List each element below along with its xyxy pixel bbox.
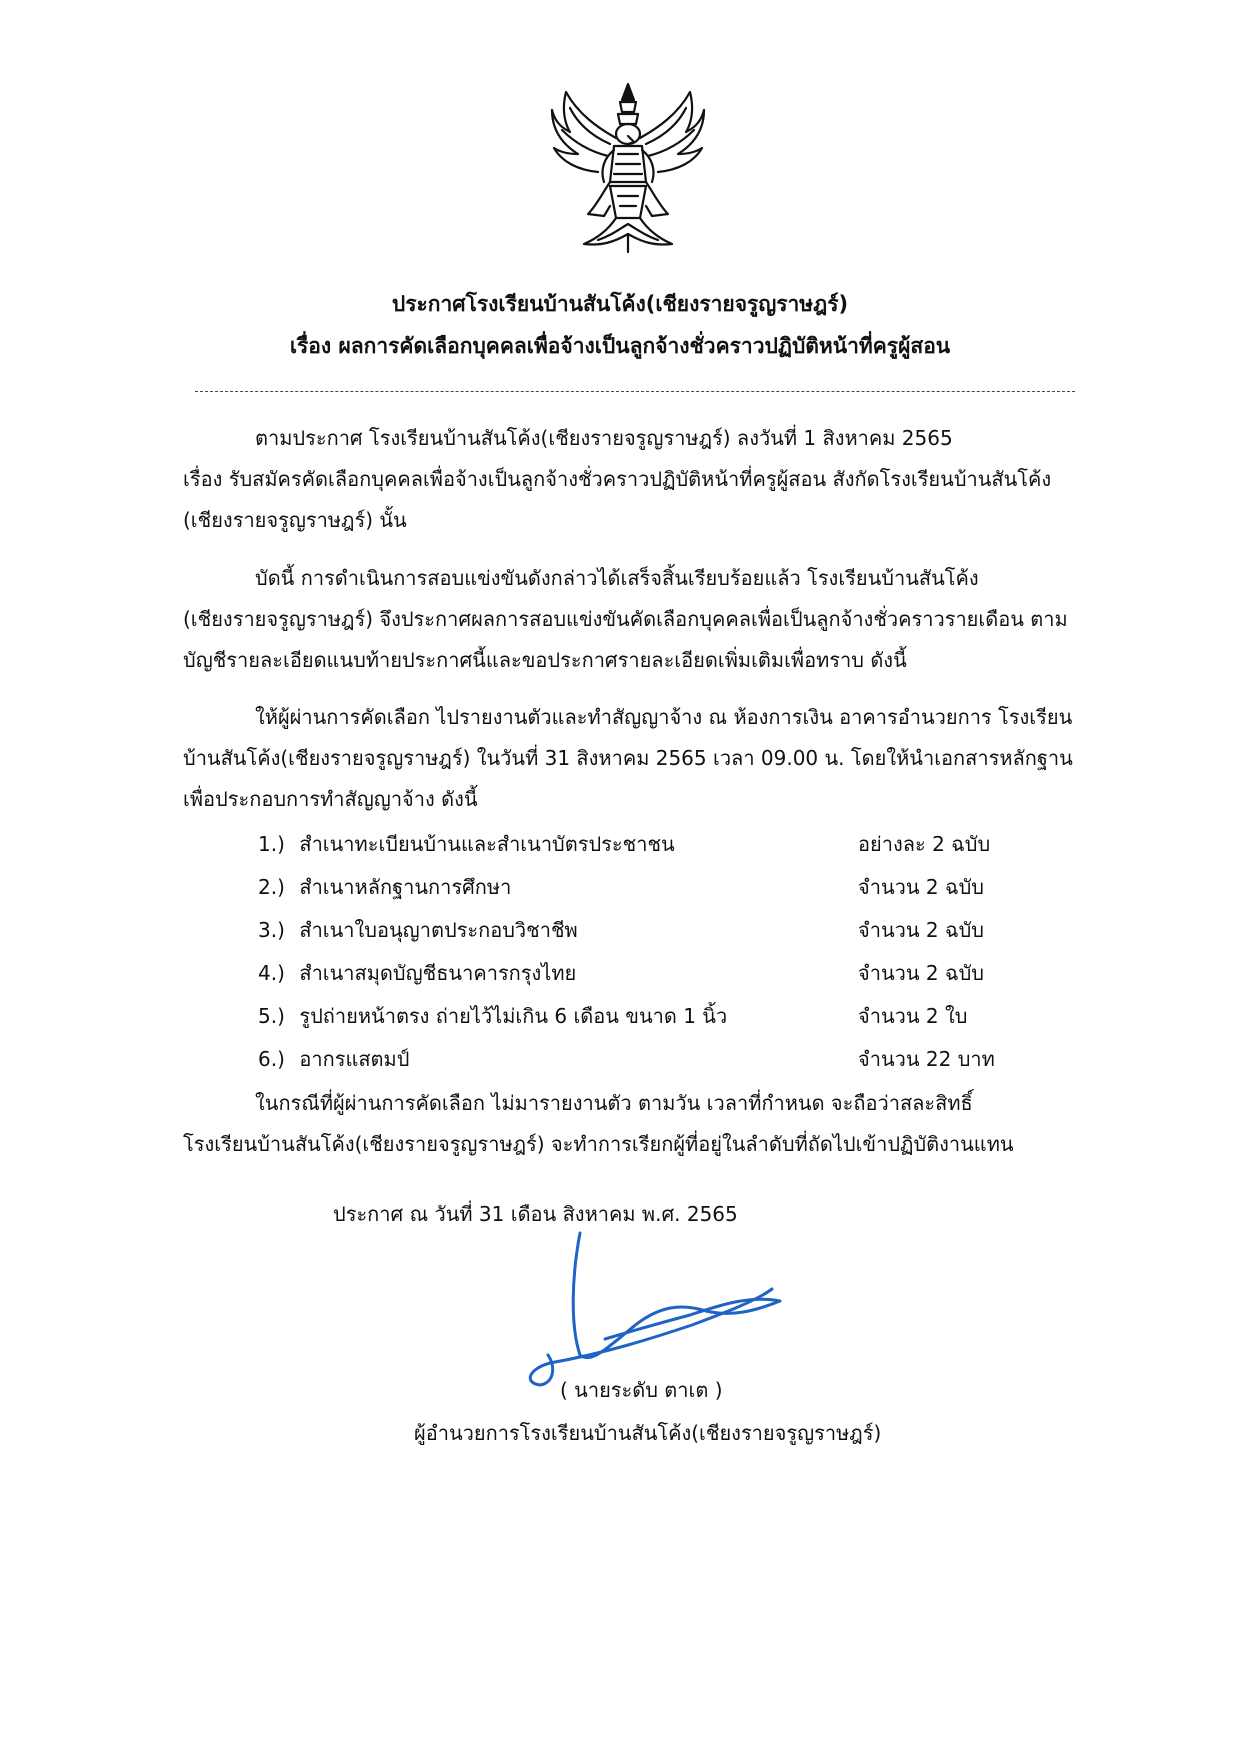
required-documents-list (258, 823, 1018, 1081)
paragraph-line: โรงเรียนบ้านสันโค้ง(เชียงรายจรูญราษฎร์) จะทำการเรียกผู้ที่อยู่ในลำดับที่ถัดไปเข้าปฏิบัติงานแทน (183, 1132, 1014, 1156)
item-text: สำเนาใบอนุญาตประกอบวิชาชีพ (299, 918, 578, 942)
paragraph-line: ในกรณีที่ผู้ผ่านการคัดเลือก ไม่มารายงานตัว ตามวัน เวลาที่กำหนด จะถือว่าสละสิทธิ์ (255, 1091, 973, 1115)
item-number: 3.) (258, 918, 285, 942)
paragraph-result (183, 558, 1088, 681)
list-item (258, 823, 1018, 866)
item-quantity: จำนวน 2 ฉบับ (858, 918, 984, 942)
item-quantity: จำนวน 2 ฉบับ (858, 961, 984, 985)
paragraph-line: ตามประกาศ โรงเรียนบ้านสันโค้ง(เชียงรายจรูญราษฎร์) ลงวันที่ 1 สิงหาคม 2565 (255, 426, 953, 450)
paragraph-line: บ้านสันโค้ง(เชียงรายจรูญราษฎร์) ในวันที่ 31 สิงหาคม 2565 เวลา 09.00 น. โดยให้นำเอกสารหลักฐาน (183, 746, 1073, 770)
list-item (258, 866, 1018, 909)
item-text: สำเนาหลักฐานการศึกษา (299, 875, 512, 899)
paragraph-line: เพื่อประกอบการทำสัญญาจ้าง ดังนี้ (183, 787, 478, 811)
paragraph-reference (183, 418, 1088, 541)
signer-name: ( นายระดับ ตาเต ) (560, 1378, 723, 1402)
list-item (258, 995, 1018, 1038)
paragraph-forfeit-notice (183, 1083, 1088, 1165)
paragraph-report-instructions (183, 697, 1088, 820)
list-item (258, 909, 1018, 952)
item-number: 4.) (258, 961, 285, 985)
item-text: สำเนาสมุดบัญชีธนาคารกรุงไทย (299, 961, 577, 985)
item-text: อากรแสตมป์ (299, 1047, 410, 1071)
paragraph-line: (เชียงรายจรูญราษฎร์) จึงประกาศผลการสอบแข่งขันคัดเลือกบุคคลเพื่อเป็นลูกจ้างชั่วคราวรายเดือน ตาม (183, 607, 1068, 631)
list-item (258, 1038, 1018, 1081)
paragraph-line: (เชียงรายจรูญราษฎร์) นั้น (183, 508, 407, 532)
item-quantity: อย่างละ 2 ฉบับ (858, 832, 991, 856)
item-quantity: จำนวน 22 บาท (858, 1047, 995, 1071)
handwritten-signature (510, 1215, 800, 1400)
garuda-emblem-icon (548, 78, 708, 256)
paragraph-line: เรื่อง รับสมัครคัดเลือกบุคคลเพื่อจ้างเป็นลูกจ้างชั่วคราวปฏิบัติหน้าที่ครูผู้สอน สังกัดโรงเรียนบ้านสันโค้ง (183, 467, 1052, 491)
dashed-divider (195, 391, 1075, 392)
paragraph-line: ให้ผู้ผ่านการคัดเลือก ไปรายงานตัวและทำสัญญาจ้าง ณ ห้องการเงิน อาคารอำนวยการ โรงเรียน (255, 705, 1073, 729)
item-number: 5.) (258, 1004, 285, 1028)
signer-position: ผู้อำนวยการโรงเรียนบ้านสันโค้ง(เชียงรายจรูญราษฎร์) (414, 1421, 882, 1445)
item-number: 1.) (258, 832, 285, 856)
list-item (258, 952, 1018, 995)
item-number: 2.) (258, 875, 285, 899)
announcement-subject: เรื่อง ผลการคัดเลือกบุคคลเพื่อจ้างเป็นลูกจ้างชั่วคราวปฏิบัติหน้าที่ครูผู้สอน (289, 334, 951, 358)
announcement-date: ประกาศ ณ วันที่ 31 เดือน สิงหาคม พ.ศ. 2565 (333, 1202, 738, 1226)
paragraph-line: บัดนี้ การดำเนินการสอบแข่งขันดังกล่าวได้เสร็จสิ้นเรียบร้อยแล้ว โรงเรียนบ้านสันโค้ง (255, 566, 979, 590)
item-text: สำเนาทะเบียนบ้านและสำเนาบัตรประชาชน (299, 832, 675, 856)
paragraph-line: บัญชีรายละเอียดแนบท้ายประกาศนี้และขอประกาศรายละเอียดเพิ่มเติมเพื่อทราบ ดังนี้ (183, 648, 907, 672)
item-number: 6.) (258, 1047, 285, 1071)
item-quantity: จำนวน 2 ใบ (858, 1004, 968, 1028)
announcement-title: ประกาศโรงเรียนบ้านสันโค้ง(เชียงรายจรูญราษฎร์) (391, 292, 849, 316)
item-text: รูปถ่ายหน้าตรง ถ่ายไว้ไม่เกิน 6 เดือน ขนาด 1 นิ้ว (299, 1004, 728, 1028)
item-quantity: จำนวน 2 ฉบับ (858, 875, 984, 899)
